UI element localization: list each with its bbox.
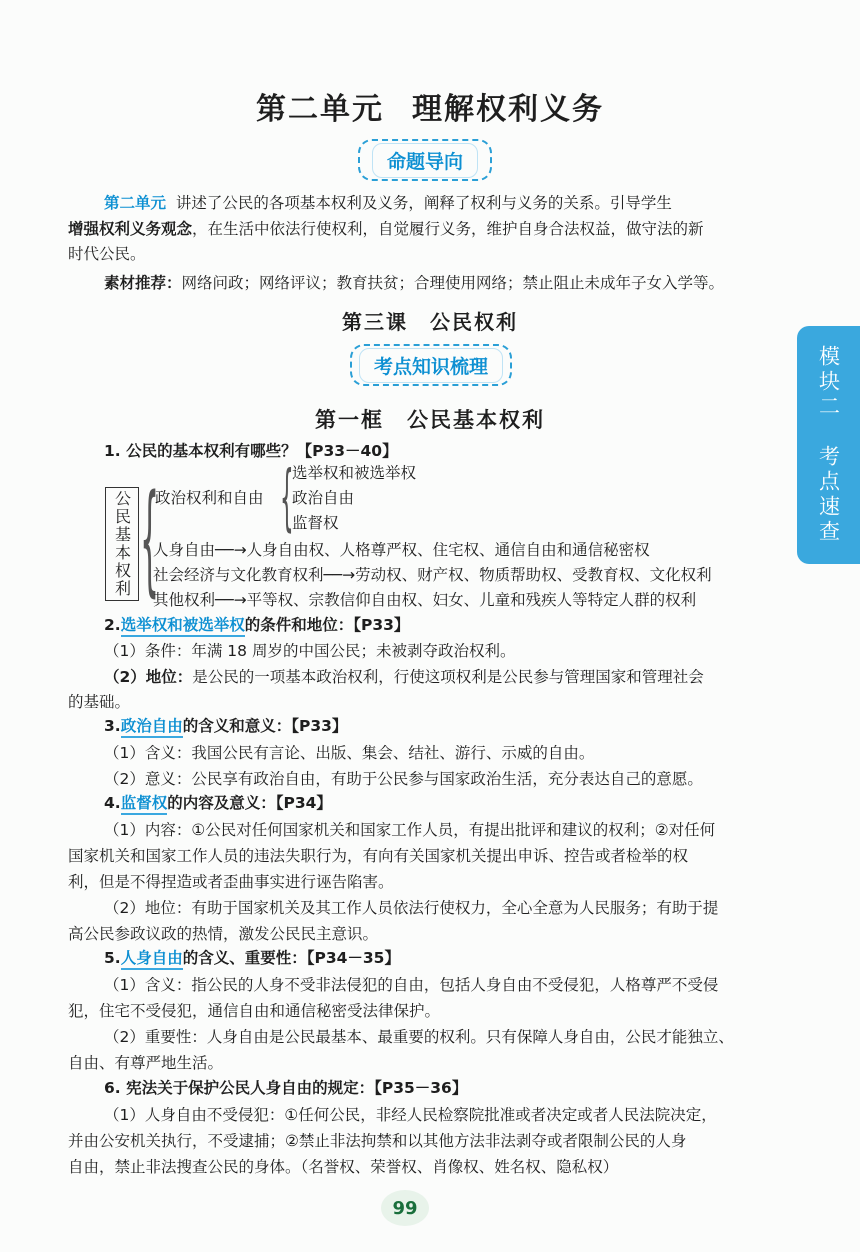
diagram-row-2: 社会经济与文化教育权利──→劳动权、财产权、物质帮助权、受教育权、文化权利 (153, 566, 712, 584)
frame-title: 第一框 公民基本权利 (315, 408, 545, 432)
q3-heading: 3.政治自由的含义和意义：【P33】 (104, 716, 347, 736)
q6-c1c: 自由，禁止非法搜查公民的身体。（名誉权、荣誉权、肖像权、姓名权、隐私权） (68, 1158, 619, 1176)
diagram-row-3: 其他权利──→平等权、宗教信仰自由权、妇女、儿童和残疾人等特定人群的权利 (153, 591, 697, 609)
q6-c1a: （1）人身自由不受侵犯：①任何公民，非经人民检察院批准或者决定或者人民法院决定， (104, 1106, 717, 1124)
q5-c2b: 自由、有尊严地生活。 (68, 1054, 224, 1072)
diagram-political-item-3: 监督权 (292, 514, 339, 532)
inner-brace: { (280, 455, 294, 539)
intro-line3: 时代公民。 (68, 245, 146, 263)
diagram-political-item-2: 政治自由 (292, 489, 355, 507)
diagram-row-1: 人身自由──→人身自由权、人格尊严权、住宅权、通信自由和通信秘密权 (153, 541, 650, 559)
q3-c1: （1）含义：我国公民有言论、出版、集会、结社、游行、示威的自由。 (104, 744, 595, 762)
diagram-political: 政治权利和自由 (155, 489, 264, 507)
q2-c1: （1）条件：年满 18 周岁的中国公民；未被剥夺政治权利。 (104, 642, 516, 660)
q4-c2b: 高公民参政议政的热情，激发公民民主意识。 (68, 925, 379, 943)
q5-c1b: 犯，住宅不受侵犯，通信自由和通信秘密受法律保护。 (68, 1002, 441, 1020)
outer-brace: { (140, 470, 160, 609)
q4-heading: 4.监督权的内容及意义：【P34】 (104, 793, 332, 813)
q6-heading: 6. 宪法关于保护公民人身自由的规定：【P35－36】 (104, 1079, 468, 1097)
q6-c1b: 并由公安机关执行，不受逮捕；②禁止非法拘禁和以其他方法非法剥夺或者限制公民的人身 (68, 1132, 687, 1150)
diagram-box-label: 公民基本权利 (105, 487, 139, 601)
q4-c1c: 利，但是不得捏造或者歪曲事实进行诬告陷害。 (68, 873, 394, 891)
intro-line2: 增强权利义务观念，在生活中依法行使权利，自觉履行义务，维护自身合法权益，做守法的新 (68, 220, 704, 238)
q5-c1a: （1）含义：指公民的人身不受非法侵犯的自由，包括人身自由不受侵犯，人格尊严不受侵 (104, 976, 719, 994)
q4-c1a: （1）内容：①公民对任何国家机关和国家工作人员，有提出批评和建议的权利；②对任何 (104, 821, 716, 839)
unit-title: 第二单元 理解权利义务 (256, 92, 604, 127)
intro-line1: 第二单元 讲述了公民的各项基本权利及义务，阐释了权利与义务的关系。引导学生 (104, 194, 672, 212)
page-number: 99 (381, 1190, 429, 1226)
material-recommend: 素材推荐：网络问政；网络评议；教育扶贫；合理使用网络；禁止阻止未成年子女入学等。 (104, 274, 725, 292)
badge-guide: 命题导向 (358, 139, 492, 181)
badge-knowledge: 考点知识梳理 (350, 344, 512, 386)
q3-c2: （2）意义：公民享有政治自由，有助于公民参与国家政治生活，充分表达自己的意愿。 (104, 770, 703, 788)
side-tab-module: 模块二 考点速查 (797, 326, 860, 564)
q2-c2a: （2）地位：是公民的一项基本政治权利，行使这项权利是公民参与管理国家和管理社会 (104, 668, 704, 686)
q2-c2b: 的基础。 (68, 693, 131, 711)
q2-heading: 2.选举权和被选举权的条件和地位：【P33】 (104, 615, 409, 635)
lesson-title: 第三课 公民权利 (342, 310, 518, 334)
q1-heading: 1. 公民的基本权利有哪些？【P33－40】 (104, 442, 398, 460)
q4-c1b: 国家机关和国家工作人员的违法失职行为，有向有关国家机关提出申诉、控告或者检举的权 (68, 847, 689, 865)
q5-heading: 5.人身自由的含义、重要性：【P34－35】 (104, 948, 400, 968)
q5-c2a: （2）重要性：人身自由是公民最基本、最重要的权利。只有保障人身自由，公民才能独立、 (104, 1028, 734, 1046)
diagram-political-item-1: 选举权和被选举权 (292, 464, 417, 482)
q4-c2a: （2）地位：有助于国家机关及其工作人员依法行使权力，全心全意为人民服务；有助于提 (104, 899, 719, 917)
